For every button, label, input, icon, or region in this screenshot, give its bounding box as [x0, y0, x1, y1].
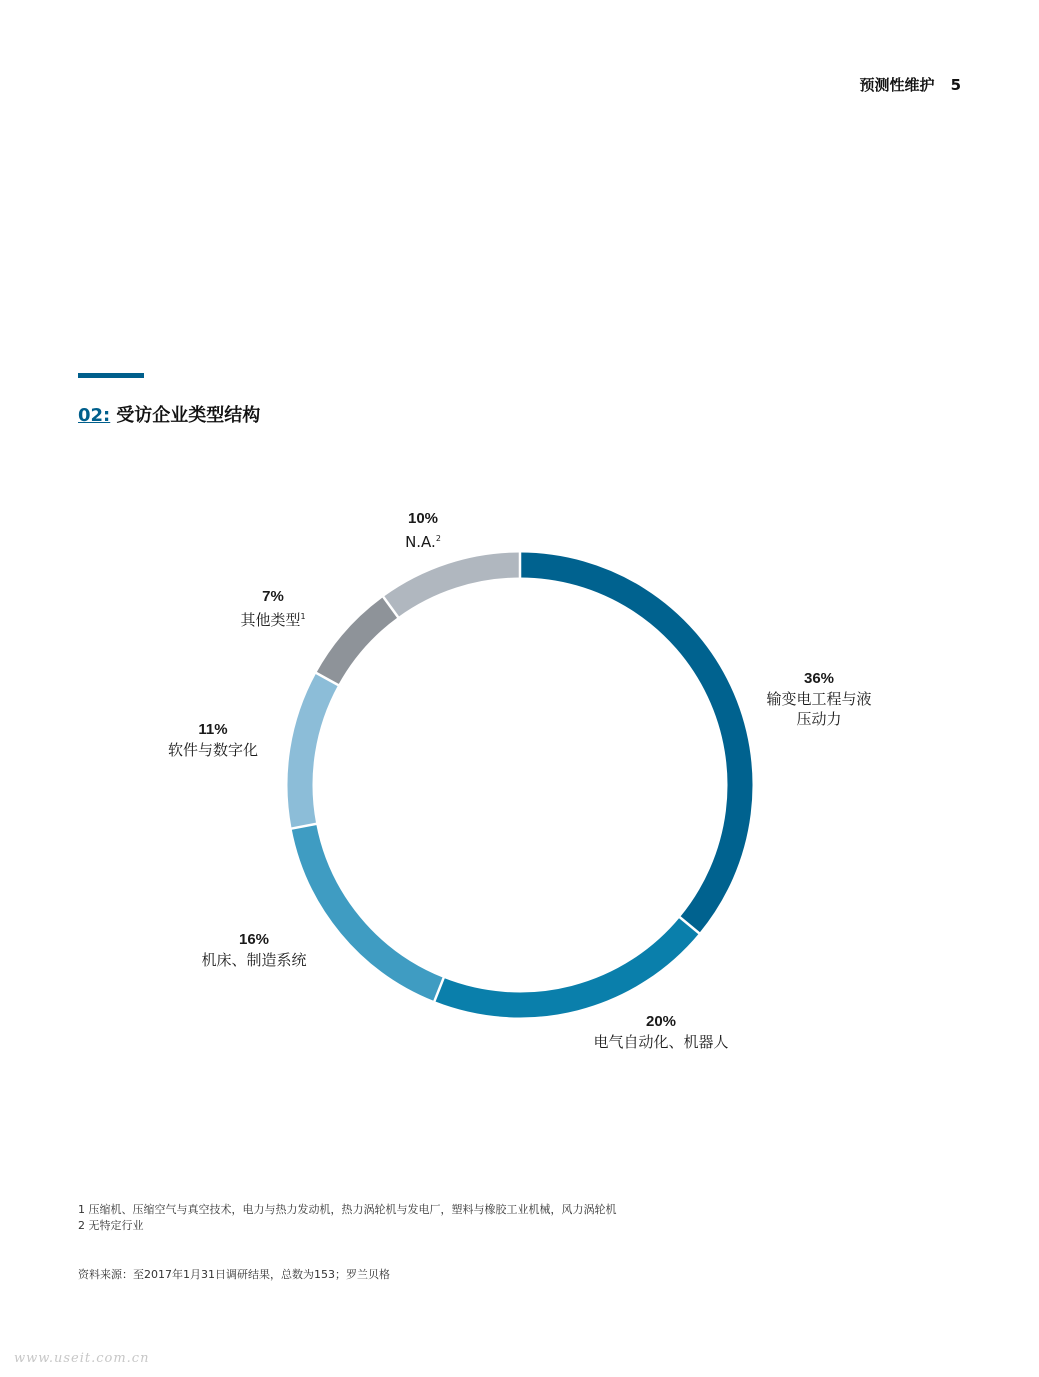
label-category: 软件与数字化: [167, 741, 258, 759]
page-number: 5: [950, 76, 961, 94]
footnotes: [78, 1202, 617, 1234]
donut-segment-0: [520, 565, 740, 925]
label-category: 输变电工程与液: [766, 690, 872, 708]
donut-segment-2: [304, 826, 439, 989]
label-transmission-hydraulic: [760, 669, 878, 729]
label-category: [232, 607, 314, 630]
label-pct: 11%: [198, 721, 228, 738]
label-na: [393, 509, 453, 552]
section-number: 02:: [78, 405, 111, 426]
footnote-2: 2 无特定行业: [78, 1219, 144, 1232]
label-category: [393, 529, 453, 552]
label-category-text: 其他类型: [240, 611, 301, 629]
label-pct: 10%: [407, 510, 439, 527]
footnote-marker: 2: [435, 534, 441, 543]
section-title-text: 受访企业类型结构: [116, 405, 261, 426]
label-pct: 20%: [645, 1013, 677, 1030]
label-other-types: [232, 587, 314, 630]
donut-segment-1: [439, 925, 690, 1005]
label-category: 电气自动化、机器人: [593, 1033, 729, 1051]
label-software-digital: [163, 720, 263, 760]
label-pct: 36%: [803, 670, 835, 687]
label-category: 机床、制造系统: [201, 951, 307, 969]
watermark: www.useit.com.cn: [14, 1351, 150, 1366]
label-pct: 16%: [238, 931, 270, 948]
donut-segment-4: [327, 607, 390, 679]
donut-segment-3: [300, 679, 327, 826]
source-note: 资料来源：至2017年1月31日调研结果，总数为153；罗兰贝格: [78, 1268, 390, 1281]
label-pct: 7%: [262, 588, 284, 605]
donut-segment-5: [391, 565, 520, 607]
label-machine-tools: [193, 930, 315, 970]
header-title: 预测性维护: [859, 76, 935, 94]
label-electrical-automation: [583, 1012, 739, 1052]
footnote-1: 1 压缩机、压缩空气与真空技术，电力与热力发动机，热力涡轮机与发电厂，塑料与橡胶工业机械，风力涡轮机: [78, 1203, 617, 1216]
label-category-line2: 压动力: [796, 710, 842, 728]
footnote-marker: 1: [300, 612, 306, 621]
label-category-text: N.A.: [405, 533, 436, 551]
